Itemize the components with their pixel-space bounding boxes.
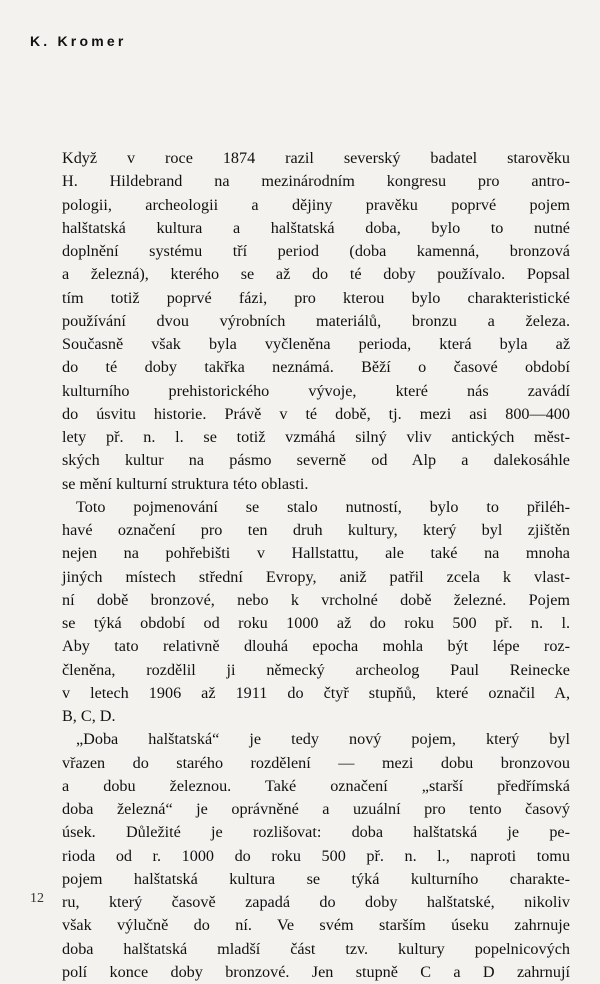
- text-line: Toto pojmenování se stalo nutností, bylo to přiléh-: [76, 497, 570, 516]
- text-line: do té doby takřka neznámá. Běží o časové období: [62, 358, 570, 377]
- text-line: doba halštatská mladší část tzv. kultury popelnicových: [62, 939, 570, 958]
- text-line: Aby tato relativně dlouhá epocha mohla být lépe roz-: [62, 637, 570, 656]
- text-line: halštatská kultura a halštatská doba, bylo to nutné: [62, 218, 570, 237]
- text-line: ru, který časově zapadá do doby halštatské, nikoliv: [62, 893, 570, 911]
- text-line: do úsvitu historie. Právě v té době, tj. mezi asi 800—400: [62, 404, 570, 423]
- text-line: však výlučně do ní. Ve svém starším úseku zahrnuje: [62, 916, 570, 935]
- text-line: ní době bronzové, nebo k vrcholné době železné. Pojem: [62, 590, 570, 609]
- text-line: členěna, rozdělil ji německý archeolog Paul Reinecke: [62, 660, 570, 679]
- running-header-author: K. Kromer: [30, 33, 127, 49]
- text-line: a dobu železnou. Také označení „starší předřímská: [62, 776, 570, 795]
- text-line: Současně však byla vyčleněna perioda, která byla až: [62, 335, 570, 353]
- text-line: doplnění systému tří period (doba kamenná, bronzová: [62, 242, 570, 260]
- text-line: H. Hildebrand na mezinárodním kongresu pro antro-: [62, 172, 570, 191]
- text-line: v letech 1906 až 1911 do čtyř stupňů, které označil A,: [62, 683, 570, 702]
- text-line: pologii, archeologii a dějiny pravěku poprvé pojem: [62, 195, 570, 214]
- text-line: pojem halštatská kultura se týká kulturního charakte-: [62, 869, 570, 888]
- text-line: polí konce doby bronzové. Jen stupně C a D zahrnují: [62, 962, 570, 981]
- text-line: nejen na pohřebišti v Hallstattu, ale také na mnoha: [62, 544, 570, 563]
- text-line: tím totiž poprvé fázi, pro kterou bylo charakteristické: [62, 288, 570, 307]
- text-line: „Doba halštatská“ je tedy nový pojem, který byl: [76, 730, 570, 749]
- text-line: úsek. Důležité je rozlišovat: doba halštatská je pe-: [62, 823, 570, 842]
- text-line: B, C, D.: [62, 707, 116, 725]
- body-text: [62, 147, 570, 984]
- text-line: jiných místech střední Evropy, aniž patřil zcela k vlast-: [62, 567, 570, 586]
- text-line: ských kultur na pásmo severně od Alp a dalekosáhle: [62, 451, 570, 470]
- text-line: kulturního prehistorického vývoje, které nás zavádí: [62, 381, 570, 400]
- text-line: se mění kulturní struktura této oblasti.: [62, 474, 309, 493]
- text-line: havé označení pro ten druh kultury, který byl zjištěn: [62, 521, 570, 539]
- text-line: lety př. n. l. se totiž vzmáhá silný vliv antických měst-: [62, 428, 570, 446]
- text-line: používání dvou výrobních materiálů, bronzu a železa.: [62, 311, 570, 330]
- text-line: Když v roce 1874 razil severský badatel starověku: [62, 149, 570, 167]
- text-line: a železná), kterého se až do té doby používalo. Popsal: [62, 265, 570, 284]
- text-line: se týká období od roku 1000 až do roku 500 př. n. l.: [62, 614, 570, 632]
- text-line: vřazen do starého rozdělení — mezi dobu bronzovou: [62, 753, 570, 772]
- text-line: doba železná“ je oprávněné a uzuální pro tento časový: [62, 800, 570, 818]
- page-number: 12: [30, 891, 44, 906]
- text-line: rioda od r. 1000 do roku 500 př. n. l., naproti tomu: [62, 846, 570, 865]
